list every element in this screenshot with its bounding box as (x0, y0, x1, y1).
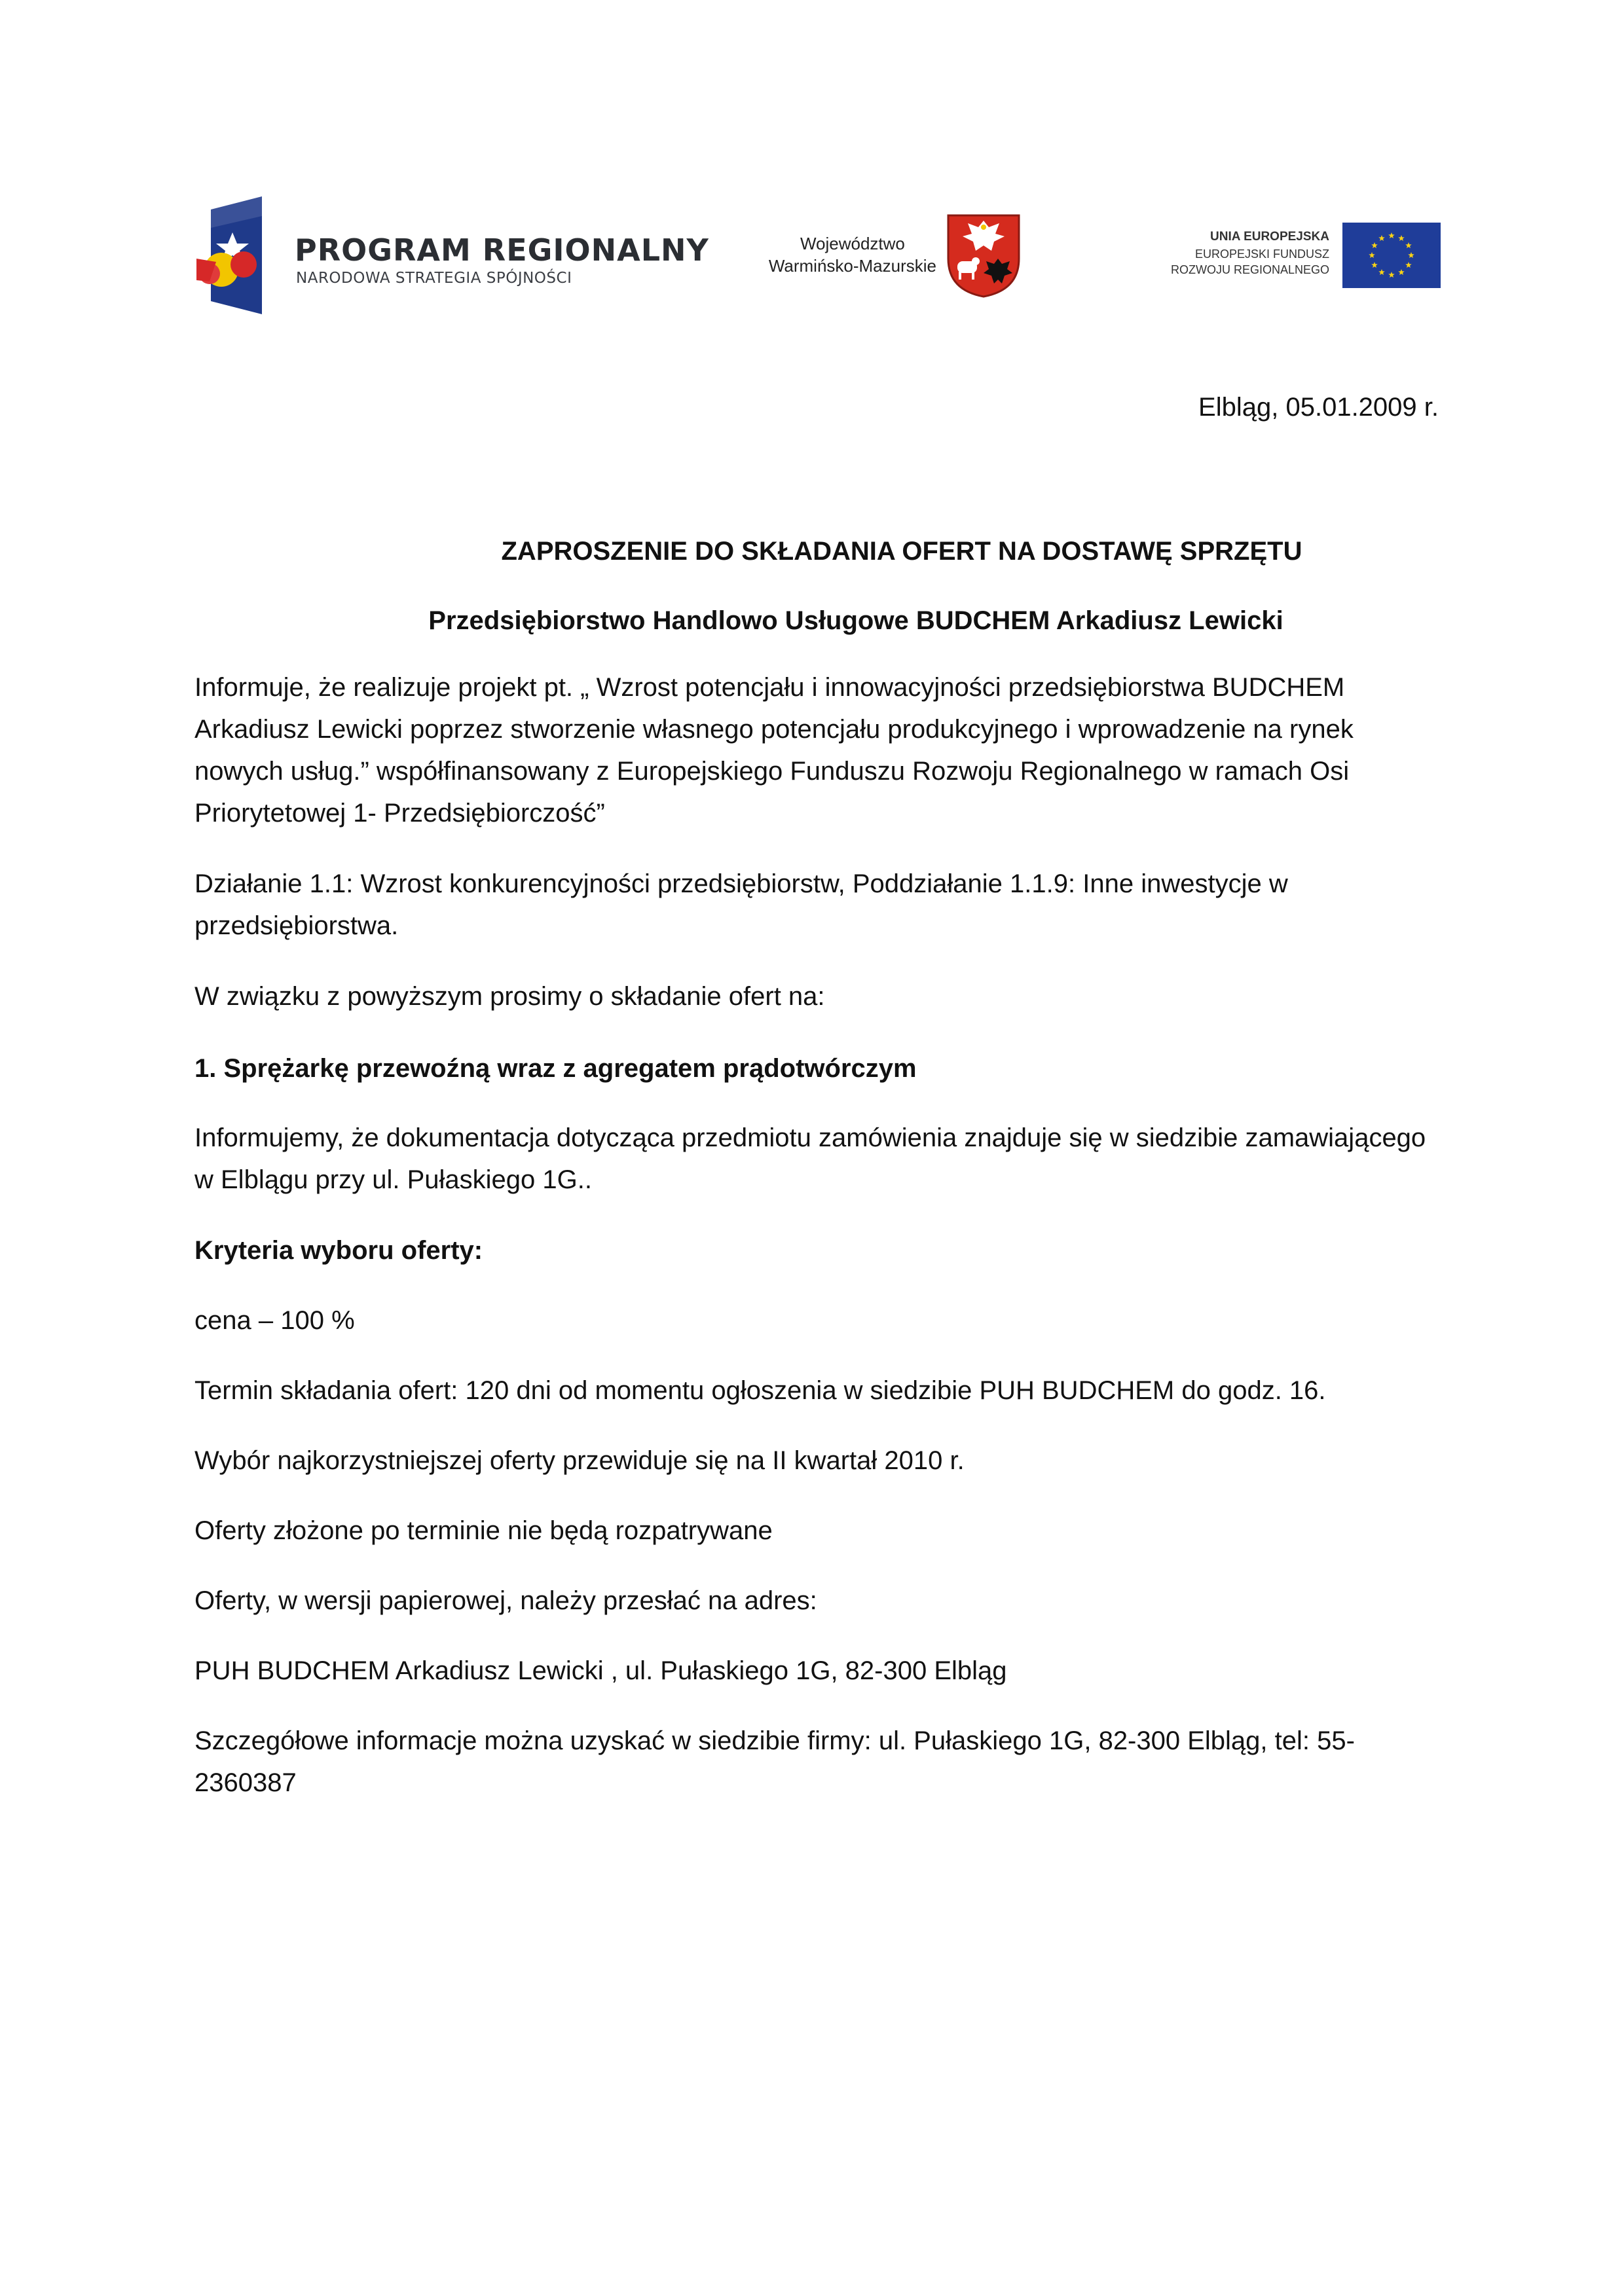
address-paragraph: PUH BUDCHEM Arkadiusz Lewicki , ul. Pułaskiego 1G, 82-300 Elbląg (194, 1656, 1007, 1685)
intro-paragraph: Informuje, że realizuje projekt pt. „ Wzrost potencjału i innowacyjności przedsiębiorstwa BUDCHEM Arkadiusz Lewicki poprzez stworzenie własnego potencjału produkcyjnego i wprowadzenie na rynek nowych usług.” współfinansowany z Europejskiego Funduszu Rozwoju Regionalnego w ramach Osi Priorytetowej 1- Przedsiębiorczość” (194, 673, 1354, 828)
program-regionalny-logo (196, 196, 709, 321)
late-offers-paragraph: Oferty złożone po terminie nie będą rozpatrywane (194, 1516, 773, 1545)
criteria-heading: Kryteria wyboru oferty: (194, 1236, 483, 1265)
header-logos (196, 196, 1441, 327)
criteria-value: cena – 100 % (194, 1306, 355, 1335)
program-logo-subtitle: NARODOWA STRATEGIA SPÓJNOŚCI (296, 270, 572, 287)
deadline-paragraph: Termin składania ofert: 120 dni od momentu ogłoszenia w siedzibie PUH BUDCHEM do godz. 16. (194, 1376, 1326, 1405)
eu-logo (1153, 223, 1441, 295)
order-item: 1. Sprężarkę przewoźną wraz z agregatem prądotwórczym (194, 1054, 917, 1083)
region-logo-line1: Województwo (800, 234, 905, 253)
eu-logo-line2: EUROPEJSKI FUNDUSZ (1194, 247, 1329, 261)
star-flag-icon (196, 196, 268, 314)
document-title: ZAPROSZENIE DO SKŁADANIA OFERT NA DOSTAWĘ SPRZĘTU (501, 537, 1302, 566)
eu-logo-line1: UNIA EUROPEJSKA (1210, 230, 1329, 244)
eu-logo-line3: ROZWOJU REGIONALNEGO (1170, 263, 1329, 276)
coat-of-arms-icon (946, 213, 1022, 298)
region-logo-line2: Warmińsko-Mazurskie (768, 256, 936, 276)
documentation-info: Informujemy, że dokumentacja dotycząca przedmiotu zamówienia znajduje się w siedzibie zamawiającego w Elblągu przy ul. Pułaskiego 1G.. (194, 1123, 1426, 1194)
region-logo-text (769, 232, 936, 277)
action-paragraph: Działanie 1.1: Wzrost konkurencyjności przedsiębiorstw, Poddziałanie 1.1.9: Inne inwestycje w przedsiębiorstwa. (194, 869, 1288, 940)
request-paragraph: W związku z powyższym prosimy o składanie ofert na: (194, 982, 825, 1011)
program-logo-title: PROGRAM REGIONALNY (295, 232, 709, 268)
eu-flag-icon (1342, 223, 1441, 288)
eu-logo-text (1171, 228, 1329, 278)
contact-paragraph: Szczegółowe informacje można uzyskać w siedzibie firmy: ul. Pułaskiego 1G, 82-300 Elbląg, tel: 55-2360387 (194, 1726, 1355, 1797)
selection-paragraph: Wybór najkorzystniejszej oferty przewiduje się na II kwartał 2010 r. (194, 1446, 965, 1475)
company-name: Przedsiębiorstwo Handlowo Usługowe BUDCHEM Arkadiusz Lewicki (428, 606, 1283, 635)
region-logo (747, 213, 1035, 311)
document-date: Elbląg, 05.01.2009 r. (1198, 393, 1439, 422)
paper-offers-paragraph: Oferty, w wersji papierowej, należy przesłać na adres: (194, 1586, 817, 1615)
